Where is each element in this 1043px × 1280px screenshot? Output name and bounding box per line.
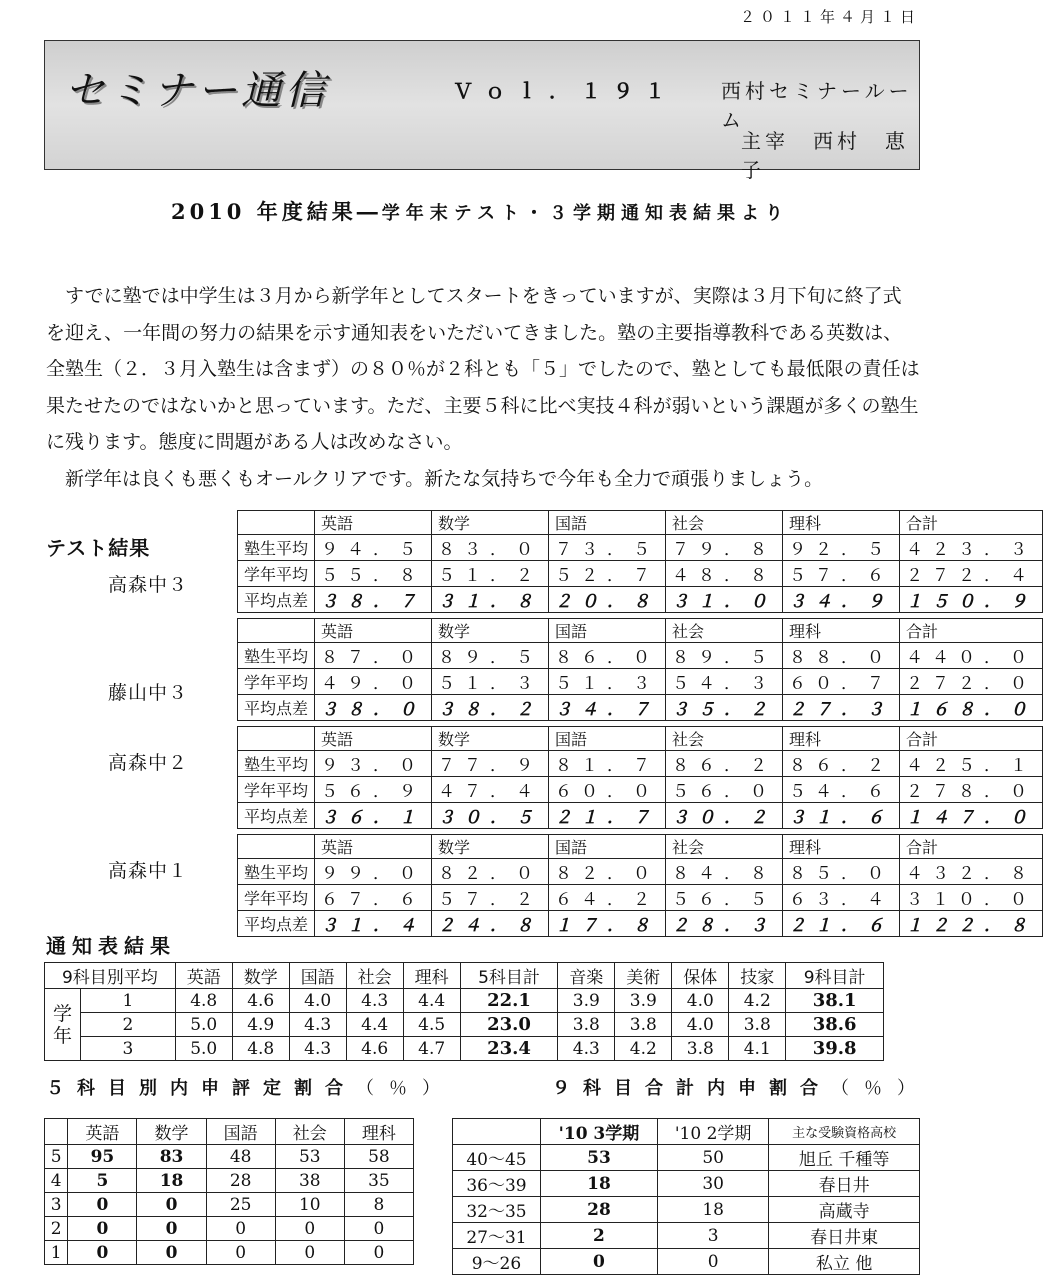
average-cell: 23.0 (460, 1013, 558, 1037)
table-row (45, 1145, 414, 1169)
column-header: 社会 (275, 1119, 344, 1145)
ratio-cell: 0 (137, 1241, 206, 1265)
score-cell: ９３．０ (315, 751, 432, 777)
newsletter-banner (44, 40, 920, 182)
column-header: 社会 (666, 511, 783, 535)
score-cell: ６４．２ (549, 885, 666, 911)
score-cell: ４９．０ (315, 669, 432, 695)
average-cell: 4.0 (289, 989, 346, 1013)
column-header: 理科 (783, 727, 900, 751)
score-cell: ７３．５ (549, 535, 666, 561)
score-cell: ５１．３ (549, 669, 666, 695)
score-cell: ９４．５ (315, 535, 432, 561)
column-header: 国語 (549, 727, 666, 751)
score-cell: ８６．２ (666, 751, 783, 777)
issue-date: ２０１１年４月１日 (739, 8, 920, 26)
column-header: 国語 (549, 511, 666, 535)
rating-label: 4 (45, 1169, 68, 1193)
score-cell: ５６．５ (666, 885, 783, 911)
table-header-row (238, 727, 1043, 751)
column-header: 5科目計 (460, 963, 558, 989)
row-label: 平均点差 (238, 803, 315, 829)
range-label: 40～45 (453, 1145, 541, 1171)
score-cell: ３４．９ (783, 587, 900, 613)
average-cell: 4.4 (403, 989, 460, 1013)
ratio-right-caption (552, 1074, 930, 1100)
table-row (238, 643, 1043, 669)
score-cell: ３１．８ (432, 587, 549, 613)
average-cell: 3.8 (615, 1013, 672, 1037)
school-cell: 春日井 (769, 1171, 920, 1197)
table-row (453, 1197, 920, 1223)
ratio-cell: 18 (137, 1169, 206, 1193)
ratio-cell: 0 (137, 1193, 206, 1217)
column-header (238, 619, 315, 643)
average-cell: 4.5 (403, 1013, 460, 1037)
column-header: 数学 (432, 619, 549, 643)
average-cell: 4.1 (729, 1037, 786, 1061)
column-header: 英語 (315, 727, 432, 751)
score-cell: ５４．３ (666, 669, 783, 695)
ratio-cell: 18 (540, 1171, 657, 1197)
row-label: 平均点差 (238, 695, 315, 721)
ratio-cell: 35 (344, 1169, 413, 1193)
score-cell: ３１．６ (783, 803, 900, 829)
table-row (45, 1169, 414, 1193)
score-cell: １５０．９ (900, 587, 1043, 613)
column-header (238, 511, 315, 535)
ratio-cell: 8 (344, 1193, 413, 1217)
average-cell: 4.6 (232, 989, 289, 1013)
school-label: 高森中１ (108, 860, 189, 882)
score-cell: ３８．２ (432, 695, 549, 721)
score-cell: ３１０．０ (900, 885, 1043, 911)
average-cell: 4.3 (289, 1013, 346, 1037)
table-header-row (238, 511, 1043, 535)
school-label: 高森中３ (108, 574, 189, 596)
test-table (237, 726, 1043, 829)
score-cell: ８６．２ (783, 751, 900, 777)
table-row (45, 989, 884, 1013)
column-header: 国語 (549, 835, 666, 859)
column-header: 理科 (344, 1119, 413, 1145)
row-label: 塾生平均 (238, 751, 315, 777)
average-cell: 4.4 (346, 1013, 403, 1037)
score-cell: ８７．０ (315, 643, 432, 669)
average-cell: 3.8 (729, 1013, 786, 1037)
column-header: 国語 (206, 1119, 275, 1145)
score-cell: ３４．７ (549, 695, 666, 721)
column-header: 社会 (666, 727, 783, 751)
score-cell: ６０．７ (783, 669, 900, 695)
grade-number: 2 (81, 1013, 176, 1037)
rating-label: 5 (45, 1145, 68, 1169)
average-cell: 4.6 (346, 1037, 403, 1061)
score-cell: ２７２．４ (900, 561, 1043, 587)
ratio-cell: 28 (540, 1197, 657, 1223)
ratio-cell: 18 (658, 1197, 769, 1223)
subject-ratio-table (44, 1118, 414, 1265)
ratio-cell: 50 (658, 1145, 769, 1171)
table-row (45, 1241, 414, 1265)
report-results-title: 通知表結果 (46, 934, 176, 958)
test-table (237, 834, 1043, 937)
score-cell: ８３．０ (432, 535, 549, 561)
score-cell: ５１．２ (432, 561, 549, 587)
score-cell: ２７．３ (783, 695, 900, 721)
school-cell: 私立 他 (769, 1249, 920, 1275)
ratio-cell: 0 (137, 1217, 206, 1241)
column-header: 9科目計 (786, 963, 884, 989)
average-cell: 3.9 (615, 989, 672, 1013)
ratio-cell: 10 (275, 1193, 344, 1217)
score-cell: ５７．６ (783, 561, 900, 587)
score-cell: ３８．０ (315, 695, 432, 721)
average-cell: 38.6 (786, 1013, 884, 1037)
heading-sub: 学年末テスト・３学期通知表結果より (381, 203, 790, 224)
range-label: 36～39 (453, 1171, 541, 1197)
row-label: 平均点差 (238, 911, 315, 937)
ratio-cell: 0 (68, 1193, 137, 1217)
table-row (238, 859, 1043, 885)
table-row (238, 777, 1043, 803)
row-label: 平均点差 (238, 587, 315, 613)
table-row (453, 1249, 920, 1275)
average-cell: 3.9 (558, 989, 615, 1013)
ratio-cell: 0 (540, 1249, 657, 1275)
row-label: 塾生平均 (238, 535, 315, 561)
ratio-cell: 0 (206, 1241, 275, 1265)
ratio-cell: 0 (275, 1241, 344, 1265)
column-header: 社会 (666, 835, 783, 859)
score-cell: ２１．７ (549, 803, 666, 829)
intro-text (46, 278, 920, 497)
column-header: 社会 (346, 963, 403, 989)
score-cell: ８４．８ (666, 859, 783, 885)
average-cell: 5.0 (175, 1037, 232, 1061)
grade-number: 3 (81, 1037, 176, 1061)
table-row (238, 669, 1043, 695)
column-header: 合計 (900, 835, 1043, 859)
school-label: 高森中２ (108, 752, 189, 774)
score-cell: ８９．５ (666, 643, 783, 669)
score-cell: ８２．０ (432, 859, 549, 885)
column-header (45, 1119, 68, 1145)
column-header: 合計 (900, 727, 1043, 751)
ratio-cell: 2 (540, 1223, 657, 1249)
ratio-cell: 3 (658, 1223, 769, 1249)
column-header: 理科 (783, 835, 900, 859)
column-header: 数学 (432, 835, 549, 859)
table-header-row (45, 1119, 414, 1145)
ratio-cell: 28 (206, 1169, 275, 1193)
table-row (238, 587, 1043, 613)
column-header: 国語 (549, 619, 666, 643)
column-header: '10 2学期 (658, 1119, 769, 1145)
table-header-row (238, 619, 1043, 643)
average-cell: 39.8 (786, 1037, 884, 1061)
score-cell: ４４０．０ (900, 643, 1043, 669)
ratio-cell: 0 (344, 1241, 413, 1265)
score-cell: ３１．４ (315, 911, 432, 937)
column-header: 国語 (289, 963, 346, 989)
average-cell: 5.0 (175, 1013, 232, 1037)
ratio-left-title: ５科目別内申評定割合 (46, 1078, 356, 1099)
volume-number: Ｖｏｌ．１９１ (453, 79, 677, 103)
column-header: 理科 (783, 619, 900, 643)
score-cell: １２２．８ (900, 911, 1043, 937)
average-cell: 4.2 (729, 989, 786, 1013)
table-row (238, 911, 1043, 937)
score-cell: ５７．２ (432, 885, 549, 911)
table-row (45, 1013, 884, 1037)
column-header: '10 3学期 (540, 1119, 657, 1145)
column-header: 英語 (175, 963, 232, 989)
row-label: 塾生平均 (238, 643, 315, 669)
report-card-table (44, 962, 884, 1061)
average-cell: 4.8 (232, 1037, 289, 1061)
score-cell: ４２３．３ (900, 535, 1043, 561)
table-row (45, 1037, 884, 1061)
intro-paragraph-2: 新学年は良くも悪くもオールクリアです。新たな気持ちで今年も全力で頑張りましょう。 (65, 467, 824, 490)
score-cell: ２４．８ (432, 911, 549, 937)
score-cell: ６０．０ (549, 777, 666, 803)
score-cell: ５４．６ (783, 777, 900, 803)
row-label: 学年平均 (238, 777, 315, 803)
ratio-cell: 25 (206, 1193, 275, 1217)
score-cell: ５６．０ (666, 777, 783, 803)
score-cell: ２０．８ (549, 587, 666, 613)
score-cell: ５５．８ (315, 561, 432, 587)
table-row (238, 695, 1043, 721)
column-header: 理科 (783, 511, 900, 535)
article-heading (0, 196, 960, 226)
average-cell: 3.8 (558, 1013, 615, 1037)
score-cell: １６８．０ (900, 695, 1043, 721)
score-cell: ８６．０ (549, 643, 666, 669)
column-header: 保体 (672, 963, 729, 989)
school-cell: 旭丘 千種等 (769, 1145, 920, 1171)
ratio-cell: 0 (275, 1217, 344, 1241)
score-cell: ５６．９ (315, 777, 432, 803)
ratio-right-title: ９科目合計内申割合 (552, 1078, 831, 1099)
column-header: 主な受験資格高校 (769, 1119, 920, 1145)
table-row (45, 1193, 414, 1217)
average-cell: 23.4 (460, 1037, 558, 1061)
score-cell: １７．８ (549, 911, 666, 937)
ratio-cell: 0 (68, 1217, 137, 1241)
rating-label: 2 (45, 1217, 68, 1241)
average-cell: 4.3 (346, 989, 403, 1013)
score-cell: ８１．７ (549, 751, 666, 777)
table-row (453, 1145, 920, 1171)
score-cell: ３１．０ (666, 587, 783, 613)
score-cell: ８９．５ (432, 643, 549, 669)
intro-paragraph-1: すでに塾では中学生は３月から新学年としてスタートをきっていますが、実際は３月下旬に終了式を迎え、一年間の努力の結果を示す通知表をいただいてきました。塾の主要指導教科である英数は、全塾生（２．３月入塾生は含まず）の８０％が２科とも「５」でしたので、塾としても最低限の責任は果たせたのではないかと思っています。ただ、主要５科に比べ実技４科が弱いという課題が多くの塾生に残ります。態度に問題がある人は改めなさい。 (46, 285, 920, 453)
average-cell: 4.0 (672, 1013, 729, 1037)
score-cell: ９９．０ (315, 859, 432, 885)
average-cell: 4.8 (175, 989, 232, 1013)
heading-dash: ― (356, 199, 382, 224)
score-cell: ２７８．０ (900, 777, 1043, 803)
score-cell: ３０．２ (666, 803, 783, 829)
score-cell: ２８．３ (666, 911, 783, 937)
column-header: 英語 (68, 1119, 137, 1145)
ratio-cell: 95 (68, 1145, 137, 1169)
score-cell: ３６．１ (315, 803, 432, 829)
test-results-title: テスト結果 (46, 536, 151, 560)
column-header: 合計 (900, 511, 1043, 535)
ratio-cell: 5 (68, 1169, 137, 1193)
score-cell: ３５．２ (666, 695, 783, 721)
score-cell: ６３．４ (783, 885, 900, 911)
score-cell: ３８．７ (315, 587, 432, 613)
score-cell: ３０．５ (432, 803, 549, 829)
table-row (453, 1171, 920, 1197)
ratio-right-unit: （％） (831, 1078, 930, 1099)
row-label: 塾生平均 (238, 859, 315, 885)
table-header-row (45, 963, 884, 989)
range-label: 9～26 (453, 1249, 541, 1275)
column-header: 数学 (232, 963, 289, 989)
table-row (238, 885, 1043, 911)
average-cell: 38.1 (786, 989, 884, 1013)
test-table (237, 618, 1043, 721)
rating-label: 3 (45, 1193, 68, 1217)
score-cell: １４７．０ (900, 803, 1043, 829)
score-cell: ２１．６ (783, 911, 900, 937)
column-header: 理科 (403, 963, 460, 989)
ratio-cell: 0 (658, 1249, 769, 1275)
table-row (45, 1217, 414, 1241)
heading-main: 2010 年度結果 (170, 199, 357, 224)
organization-name: 西村セミナールーム (721, 79, 913, 132)
column-header: 合計 (900, 619, 1043, 643)
ratio-cell: 0 (344, 1217, 413, 1241)
average-cell: 4.7 (403, 1037, 460, 1061)
score-cell: ８２．０ (549, 859, 666, 885)
score-cell: ８５．０ (783, 859, 900, 885)
column-header: 社会 (666, 619, 783, 643)
row-label: 学年平均 (238, 885, 315, 911)
school-cell: 高蔵寺 (769, 1197, 920, 1223)
column-header (238, 727, 315, 751)
ratio-cell: 58 (344, 1145, 413, 1169)
table-row (238, 751, 1043, 777)
score-cell: ５１．３ (432, 669, 549, 695)
newsletter-title: セミナー通信 (65, 68, 329, 114)
ratio-cell: 30 (658, 1171, 769, 1197)
range-label: 27～31 (453, 1223, 541, 1249)
average-cell: 4.9 (232, 1013, 289, 1037)
column-header: 技家 (729, 963, 786, 989)
director-name: 主宰 西村 恵子 (741, 129, 909, 182)
average-cell: 4.3 (289, 1037, 346, 1061)
table-row (238, 803, 1043, 829)
ratio-cell: 48 (206, 1145, 275, 1169)
score-cell: ６７．６ (315, 885, 432, 911)
test-table (237, 510, 1043, 613)
column-header: 英語 (315, 511, 432, 535)
table-header-row (238, 835, 1043, 859)
ratio-cell: 83 (137, 1145, 206, 1169)
score-cell: ９２．５ (783, 535, 900, 561)
ratio-cell: 53 (540, 1145, 657, 1171)
column-header: 数学 (432, 511, 549, 535)
grade-label: 学年 (45, 989, 81, 1061)
total-ratio-table (452, 1118, 920, 1275)
row-label: 学年平均 (238, 561, 315, 587)
ratio-left-caption (46, 1074, 455, 1100)
row-label: 学年平均 (238, 669, 315, 695)
column-header: 英語 (315, 619, 432, 643)
ratio-cell: 38 (275, 1169, 344, 1193)
column-header (238, 835, 315, 859)
column-header (453, 1119, 541, 1145)
column-header: 数学 (432, 727, 549, 751)
score-cell: ５２．７ (549, 561, 666, 587)
column-header: 9科目別平均 (45, 963, 176, 989)
score-cell: ４２５．１ (900, 751, 1043, 777)
ratio-cell: 53 (275, 1145, 344, 1169)
score-cell: ２７２．０ (900, 669, 1043, 695)
score-cell: ４３２．８ (900, 859, 1043, 885)
column-header: 美術 (615, 963, 672, 989)
table-row (238, 535, 1043, 561)
average-cell: 3.8 (672, 1037, 729, 1061)
score-cell: ８８．０ (783, 643, 900, 669)
ratio-cell: 0 (206, 1217, 275, 1241)
table-header-row (453, 1119, 920, 1145)
score-cell: ７９．８ (666, 535, 783, 561)
column-header: 英語 (315, 835, 432, 859)
ratio-cell: 0 (68, 1241, 137, 1265)
score-cell: ７７．９ (432, 751, 549, 777)
grade-number: 1 (81, 989, 176, 1013)
average-cell: 4.2 (615, 1037, 672, 1061)
school-cell: 春日井東 (769, 1223, 920, 1249)
score-cell: ４８．８ (666, 561, 783, 587)
rating-label: 1 (45, 1241, 68, 1265)
score-cell: ４７．４ (432, 777, 549, 803)
column-header: 音楽 (558, 963, 615, 989)
school-label: 藤山中３ (108, 682, 189, 704)
table-row (453, 1223, 920, 1249)
ratio-left-unit: （％） (356, 1078, 455, 1099)
table-row (238, 561, 1043, 587)
average-cell: 4.0 (672, 989, 729, 1013)
range-label: 32～35 (453, 1197, 541, 1223)
column-header: 数学 (137, 1119, 206, 1145)
average-cell: 22.1 (460, 989, 558, 1013)
average-cell: 4.3 (558, 1037, 615, 1061)
